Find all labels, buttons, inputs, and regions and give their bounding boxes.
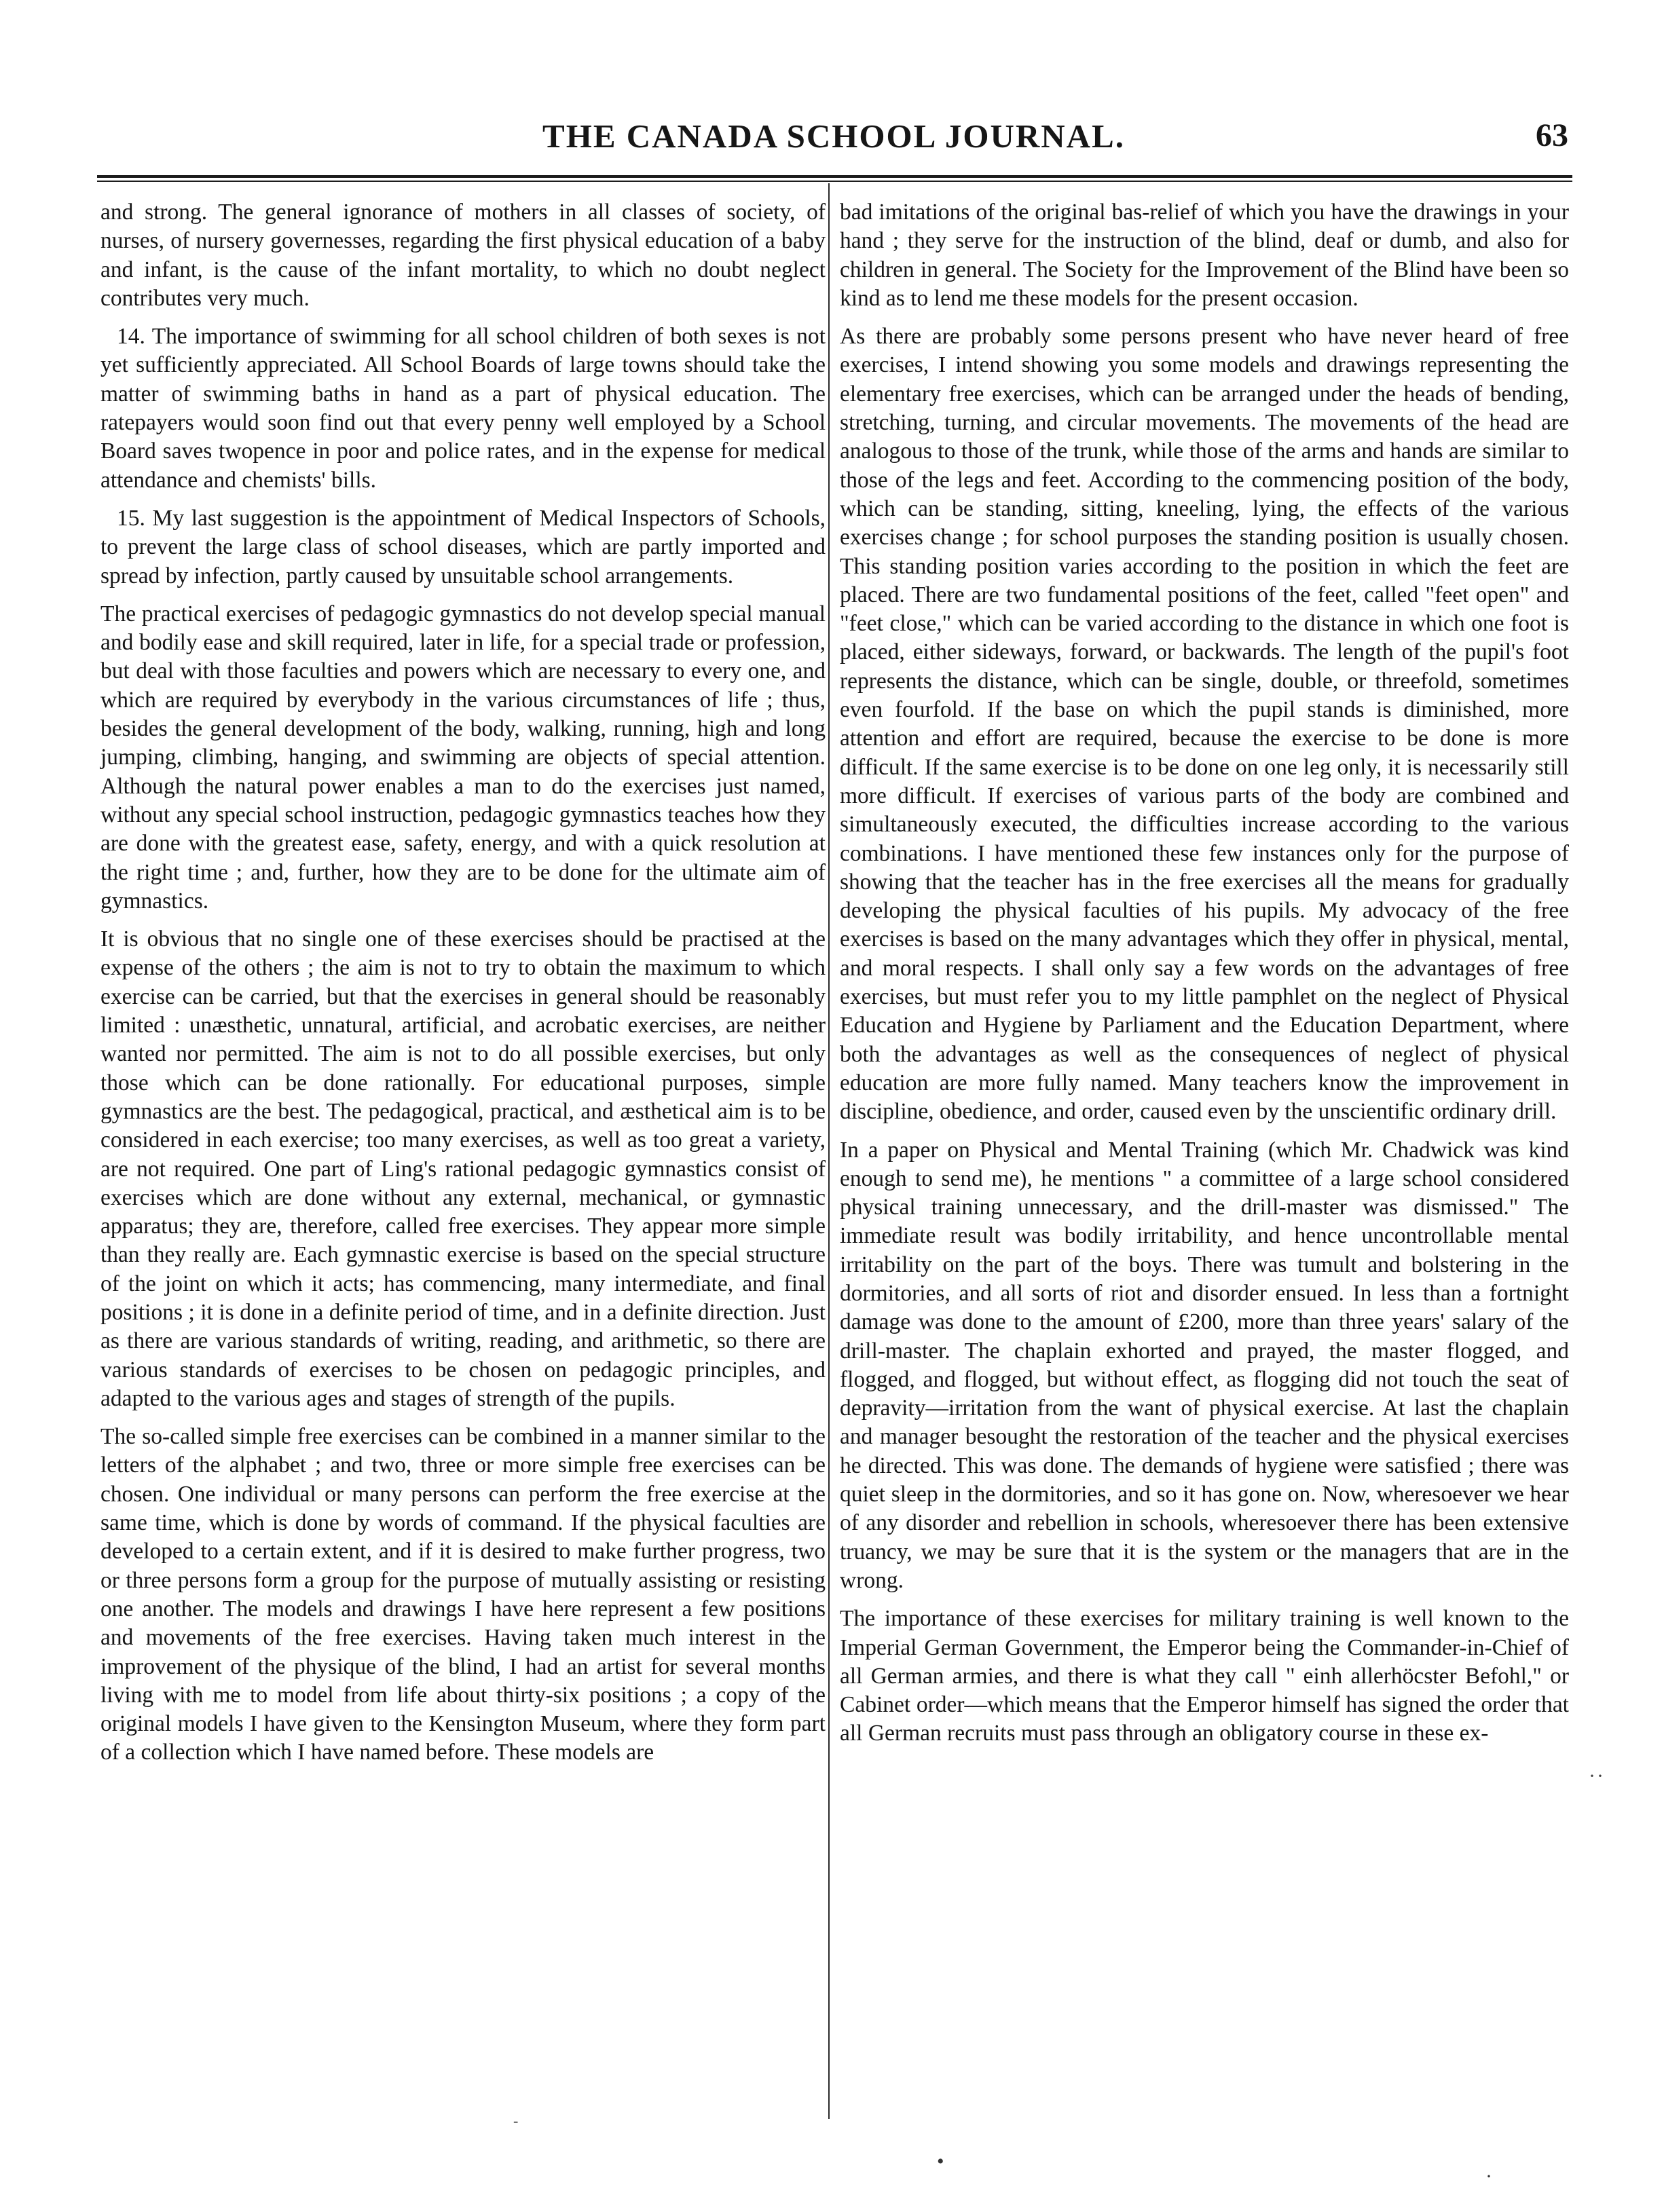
margin-speck: ··	[1589, 1765, 1605, 1787]
paragraph: As there are probably some persons present who have never heard of free exercises, I intend showing you some models and drawings representing the elementary free exercises, which can be arranged under the heads of bending, stretching, turning, and circular movements. The movements of the head are analogous to those of the trunk, while those of the arms and hands are similar to those of the legs and feet. According to the commencing position of the body, which can be standing, sitting, kneeling, lying, the effects of the various exercises change ; for school purposes the standing position is usually chosen. This standing position varies according to the position in which the feet are placed. There are two fundamental positions of the feet, called "feet open" and "feet close," which can be varied according to the distance in which one foot is placed, either sideways, forward, or backwards. The length of the pupil's foot represents the distance, which can be single, double, or threefold, sometimes even fourfold. If the base on which the pupil stands is diminished, more attention and effort are required, because the exercise to be done is more difficult. If the same exercise is to be done on one leg only, it is necessarily still more difficult. If exercises of various parts of the body are combined and simultaneously executed, the difficulties increase according to the various combinations. I have mentioned these few instances only for the purpose of showing that the teacher has in the free exercises all the means for gradually developing the physical faculties of his pupils. My advocacy of the free exercises is based on the many advantages which they offer in physical, mental, and moral respects. I shall only say a few words on the advantages of free exercises, but must refer you to my little pamphlet on the neglect of Physical Education and Hygiene by Parliament and the Education Department, where both the advantages as well as the consequences of neglect of physical education are more fully named. Many teachers know the improvement in discipline, obedience, and order, caused even by the unscientific ordinary drill.	[840, 324, 1569, 1125]
journal-title: THE CANADA SCHOOL JOURNAL.	[542, 117, 1125, 155]
right-column	[840, 198, 1569, 1758]
header-rule-thin	[97, 181, 1572, 182]
header-rule-thick	[97, 175, 1572, 178]
paragraph: bad imitations of the original bas-relief of which you have the drawings in your hand ; they serve for the instruction of the blind, deaf or dumb, and also for children in general. The Society for the Improvement of the Blind have been so kind as to lend me these models for the present occasion.	[840, 200, 1569, 311]
paragraph: It is obvious that no single one of these exercises should be practised at the expense of the others ; the aim is not to try to obtain the maximum to which exercise can be carried, but that the exercises in general should be reasonably limited : unæsthetic, unnatural, artificial, and acrobatic exercises, are neither wanted nor permitted. The aim is not to do all possible exercises, but only those which can be done rationally. For educational purposes, simple gymnastics are the best. The pedagogical, practical, and æsthetical aim is to be considered in each exercise; too many exercises, as well as too great a variety, are not required. One part of Ling's rational pedagogic gymnastics consist of exercises which are done without any external, mechanical, or gymnastic apparatus; they are, therefore, called free exercises. They appear more simple than they really are. Each gymnastic exercise is based on the special structure of the joint on which it acts; has commencing, many intermediate, and final positions ; it is done in a definite period of time, and in a definite direction. Just as there are various standards of writing, reading, and arithmetic, so there are various standards of exercises to be chosen on pedagogic principles, and adapted to the various ages and stages of strength of the pupils.	[100, 926, 826, 1411]
paragraph: The so-called simple free exercises can be combined in a manner similar to the letters of the alphabet ; and two, three or more simple free exercises can be chosen. One individual or many persons can perform the free exercise at the same time, which is done by words of command. If the physical faculties are developed to a certain extent, and if it is desired to make further progress, two or three persons form a group for the purpose of mutually assisting or resisting one another. The models and drawings I have here represent a few positions and movements of the free exercises. Having taken much interest in the improvement of the physique of the blind, I had an artist for several months living with me to model from life about thirty-six positions ; a copy of the original models I have given to the Kensington Museum, where they form part of a collection which I have named before. These models are	[100, 1424, 826, 1765]
column-divider	[828, 183, 830, 2119]
paragraph: In a paper on Physical and Mental Training (which Mr. Chadwick was kind enough to send me), he mentions " a committee of a large school considered physical training unnecessary, and the drill-master was dismissed." The immediate result was bodily irritability, and hence uncontrollable mental irritability on the part of the boys. There was tumult and bolstering in the dormitories, and all sorts of riot and disorder ensued. In less than a fortnight damage was done to the amount of £200, more than three years' salary of the drill-master. The chaplain exhorted and prayed, the master flogged, and flogged, and flogged, but without effect, as flogging did not touch the seat of depravity—irritation from the want of physical exercise. At last the chaplain and manager besought the restoration of the teacher and the physical exercises he directed. This was done. The demands of hygiene were satisfied ; there was quiet sleep in the dormitories, and so it has gone on. Now, wheresoever we hear of any disorder and rebellion in schools, wheresoever there has been extensive truancy, we may be sure that it is the system or the managers that are in the wrong.	[840, 1137, 1569, 1593]
paragraph: 14. The importance of swimming for all school children of both sexes is not yet sufficiently appreciated. All School Boards of large towns should take the matter of swimming baths in hand as a part of physical education. The ratepayers would soon find out that every penny well employed by a School Board saves twopence in poor and police rates, and in the expense for medical attendance and chemists' bills.	[100, 324, 826, 493]
paragraph: The importance of these exercises for military training is well known to the Imperial German Government, the Emperor being the Commander-in-Chief of all German armies, and there is what they call " einh allerhöcster Befohl," or Cabinet order—which means that the Emperor himself has signed the order that all German recruits must pass through an obligatory course in these ex-	[840, 1606, 1569, 1746]
bottom-speck: -	[513, 2112, 519, 2129]
paragraph: and strong. The general ignorance of mothers in all classes of society, of nurses, of nursery governesses, regarding the first physical education of a baby and infant, is the cause of the infant mortality, to which no doubt neglect contributes very much.	[100, 200, 826, 311]
paragraph: 15. My last suggestion is the appointment of Medical Inspectors of Schools, to prevent the large class of school diseases, which are partly imported and spread by infection, partly caused by unsuitable school arrangements.	[100, 505, 826, 588]
page-number: 63	[1536, 117, 1568, 153]
paragraph: The practical exercises of pedagogic gymnastics do not develop special manual and bodily ease and skill required, later in life, for a special trade or profession, but deal with those faculties and powers which are necessary to every one, and which are required by everybody in the various circumstances of life ; thus, besides the general development of the body, walking, running, high and long jumping, climbing, hanging, and swimming are objects of special attention. Although the natural power enables a man to do the exercises just named, without any special school instruction, pedagogic gymnastics teaches how they are done with the greatest ease, safety, energy, and with a quick resolution at the right time ; and, further, how they are to be done for the ultimate aim of gymnastics.	[100, 601, 826, 914]
bottom-speck: ·	[1485, 2165, 1492, 2188]
bottom-speck: •	[937, 2150, 944, 2173]
page-header	[95, 114, 1572, 164]
left-column	[100, 198, 826, 1777]
